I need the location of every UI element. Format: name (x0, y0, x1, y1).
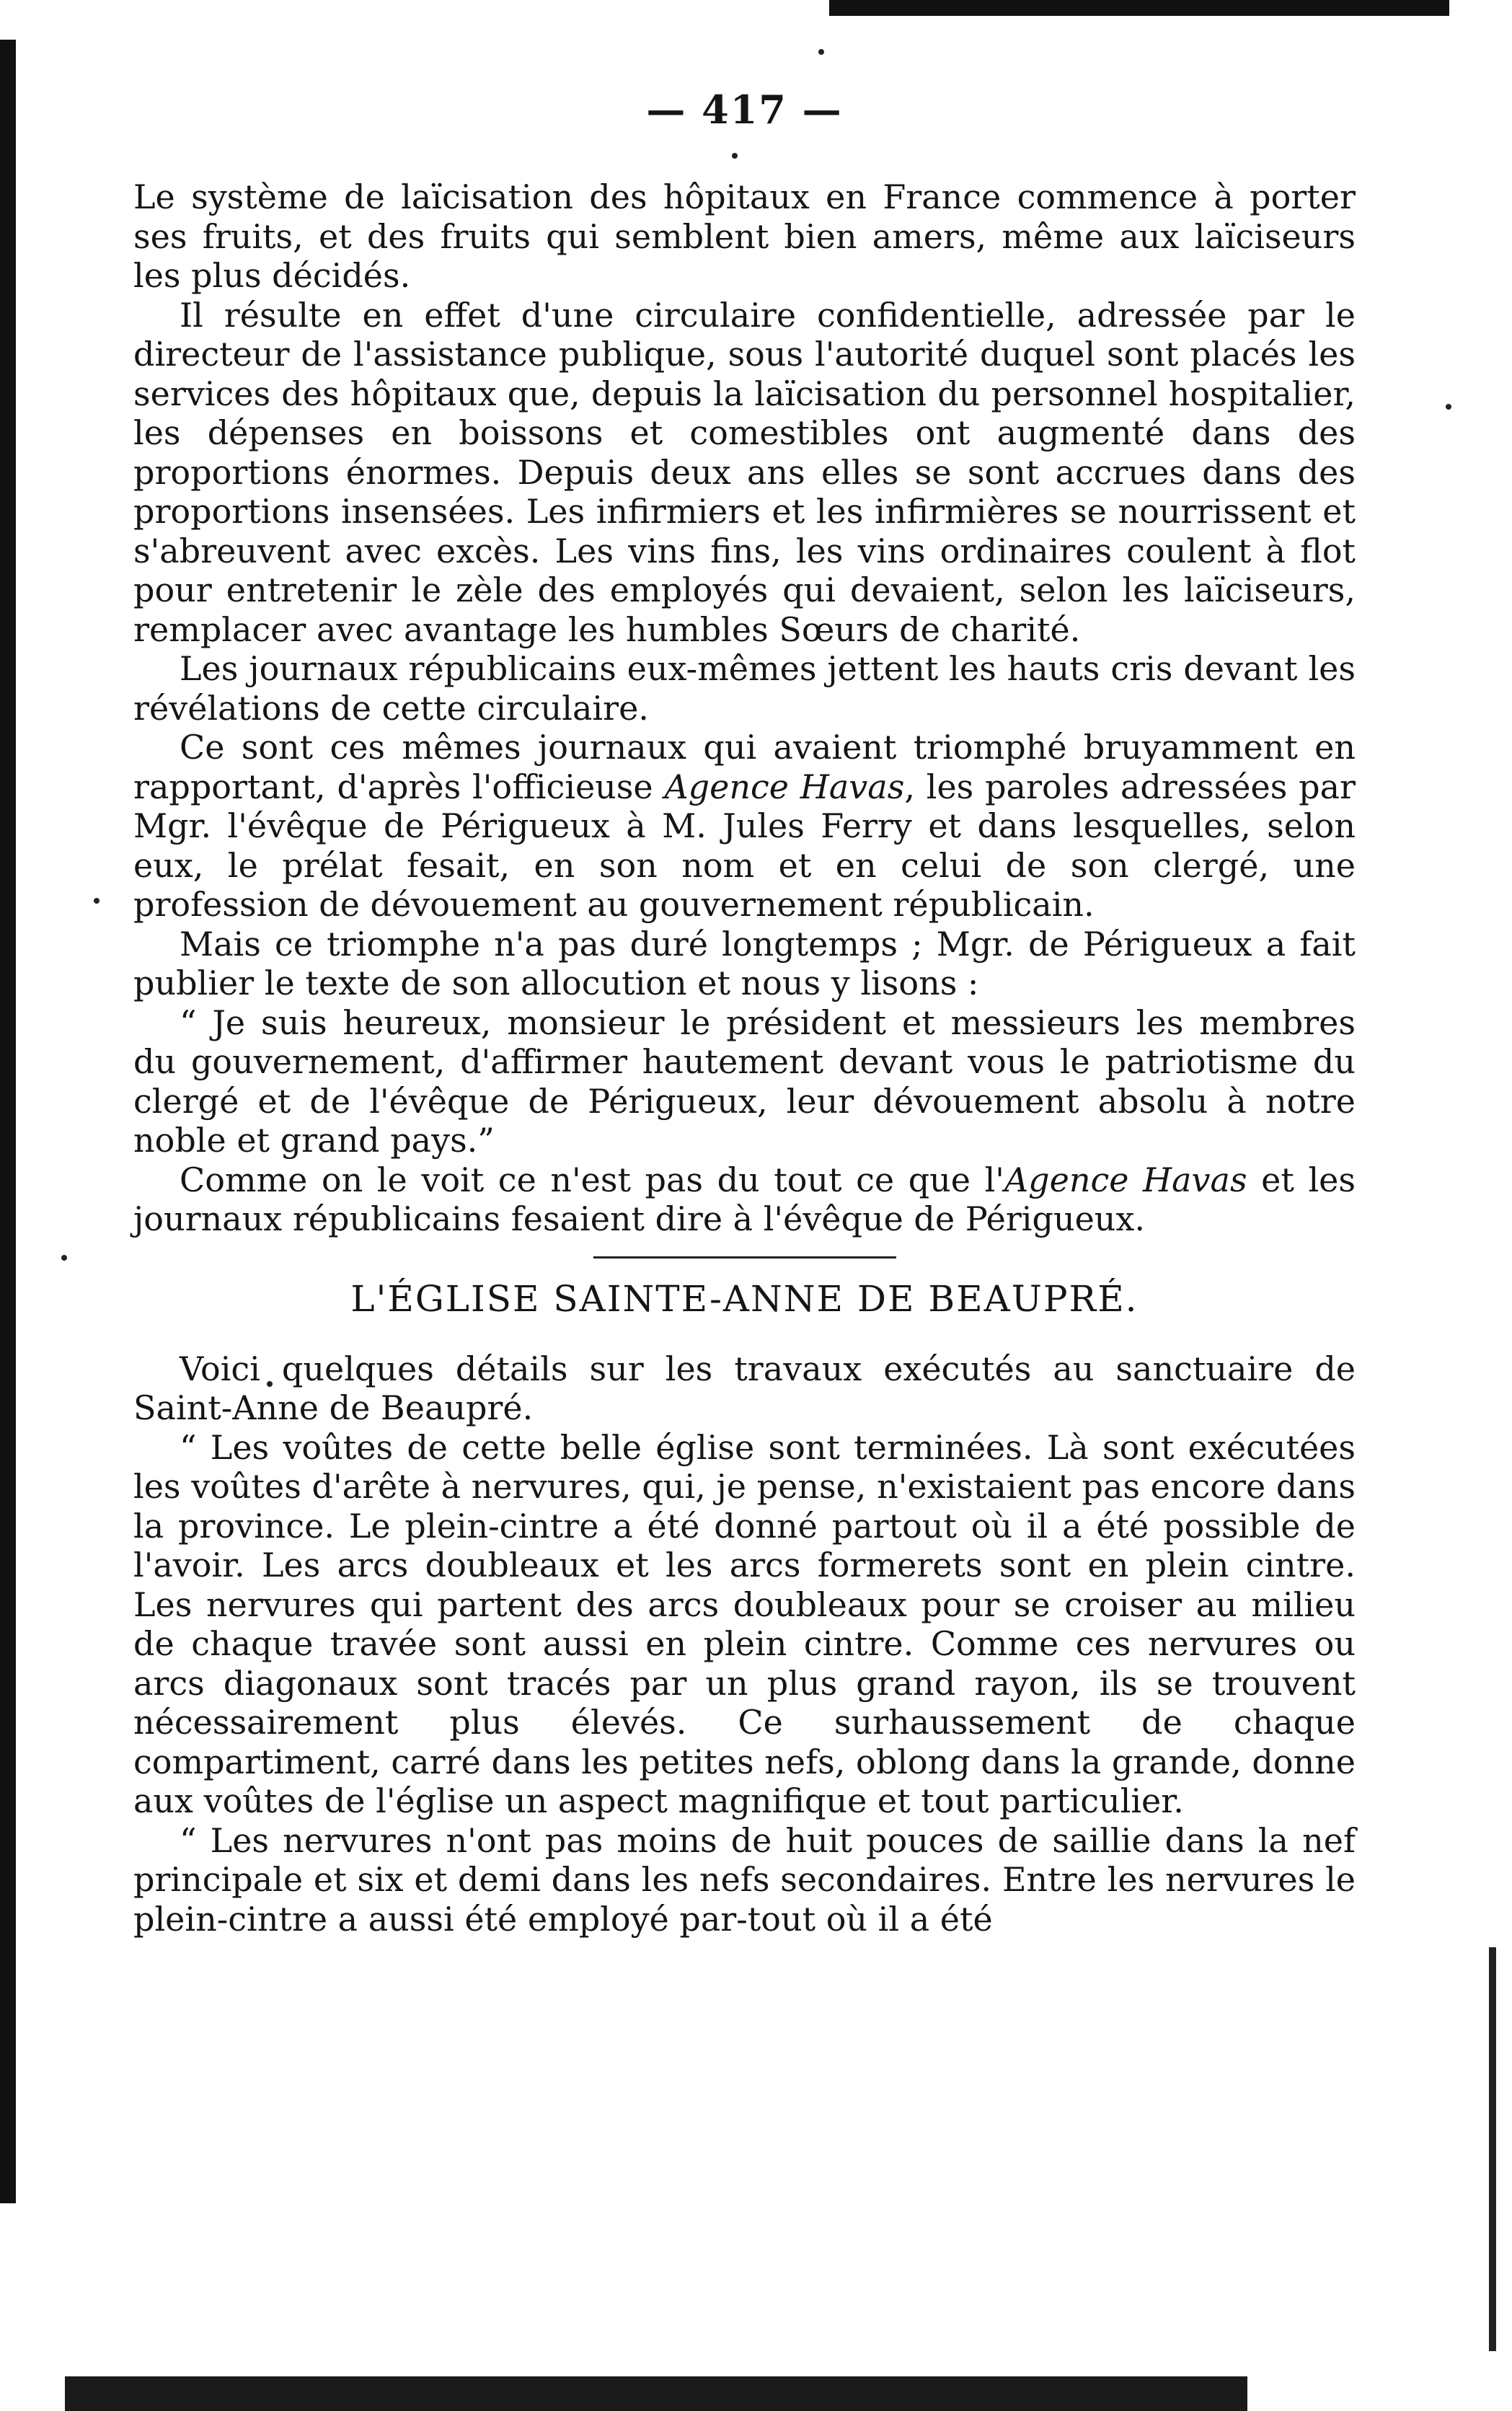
scan-border-left (0, 40, 16, 2203)
scan-speck (818, 49, 824, 55)
quoted-paragraph: “ Les voûtes de cette belle église sont terminées. Là sont exécutées les voûtes d'arête à nervures, qui, je pense, n'existaient pas encore dans la province. Le plein-cintre a été donné partout où il a été possible de l'avoir. Les arcs doubleaux et les arcs formerets sont en plein cintre. Les nervures qui partent des arcs doubleaux pour se croiser au milieu de chaque travée sont aussi en plein cintre. Comme ces nervures ou arcs diagonaux sont tracés par un plus grand rayon, ils se trouvent nécessairement plus élevés. Ce surhaussement de chaque compartiment, carré dans les petites nefs, oblong dans la grande, donne aux voûtes de l'église un aspect magnifique et tout particulier. (133, 1427, 1356, 1820)
scan-speck (61, 1255, 67, 1261)
article-paragraph: Les journaux républicains eux-mêmes jettent les hauts cris devant les révélations de cette circulaire. (133, 649, 1356, 728)
article-beaupre (133, 1349, 1356, 1939)
article-laicisation (133, 177, 1356, 1239)
scan-speck (94, 898, 100, 904)
scan-border-right (1489, 1947, 1496, 2351)
section-heading: L'ÉGLISE SAINTE-ANNE DE BEAUPRÉ. (350, 1277, 1139, 1320)
paragraph-text: Comme on le voit ce n'est pas du tout ce que l' (180, 1160, 1004, 1199)
article-paragraph: Mais ce triomphe n'a pas duré longtemps ; Mgr. de Périgueux a fait publier le texte de son allocution et nous y lisons : (133, 924, 1356, 1002)
paragraph-text: , les paroles adressées par Mgr. l'évêque de Périgueux à M. Jules Ferry et dans lesquelles, selon eux, le prélat fesait, en son nom et en celui de son clergé, une profession de dévouement au gouvernement républicain. (133, 767, 1356, 924)
article-paragraph: Il résulte en effet d'une circulaire confidentielle, adressée par le directeur de l'assistance publique, sous l'autorité duquel sont placés les services des hôpitaux que, depuis la laïcisation du personnel hospitalier, les dépenses en boissons et comestibles ont augmenté dans des proportions énormes. Depuis deux ans elles se sont accrues dans des proportions insensées. Les infirmiers et les infirmières se nourrissent et s'abreuvent avec excès. Les vins fins, les vins ordinaires coulent à flot pour entretenir le zèle des employés qui devaient, selon les laïciseurs, remplacer avec avantage les humbles Sœurs de charité. (133, 295, 1356, 649)
scan-speck (1446, 404, 1451, 410)
scan-border-bottom (65, 2376, 1247, 2411)
article-paragraph: Voici quelques détails sur les travaux exécutés au sanctuaire de Saint-Anne de Beaupré. (133, 1349, 1356, 1427)
scan-border-top (829, 0, 1449, 16)
article-paragraph: Le système de laïcisation des hôpitaux en France commence à porter ses fruits, et des fruits qui semblent bien amers, même aux laïciseurs les plus décidés. (133, 177, 1356, 295)
italic-source-name: Agence Havas (1004, 1160, 1247, 1199)
document-page (133, 87, 1356, 1939)
quoted-paragraph: “ Je suis heureux, monsieur le président et messieurs les membres du gouvernement, d'affirmer hautement devant vous le patriotisme du clergé et de l'évêque de Périgueux, leur dévouement absolu à notre noble et grand pays.” (133, 1002, 1356, 1160)
italic-source-name: Agence Havas (664, 767, 905, 806)
quoted-paragraph: “ Les nervures n'ont pas moins de huit pouces de saillie dans la nef principale et six et demi dans les nefs secondaires. Entre les nervures le plein-cintre a aussi été employé par-tout où il a été (133, 1820, 1356, 1939)
article-paragraph (133, 728, 1356, 925)
page-number: — 417 — (646, 87, 843, 133)
paragraph-text: et les journaux républicains fesaient dire à l'évêque de Périgueux. (133, 1160, 1356, 1238)
section-divider (593, 1256, 896, 1259)
paragraph-text: Ce sont ces mêmes journaux qui avaient triomphé bruyamment en rapportant, d'après l'officieuse (133, 728, 1356, 806)
article-paragraph (133, 1160, 1356, 1239)
